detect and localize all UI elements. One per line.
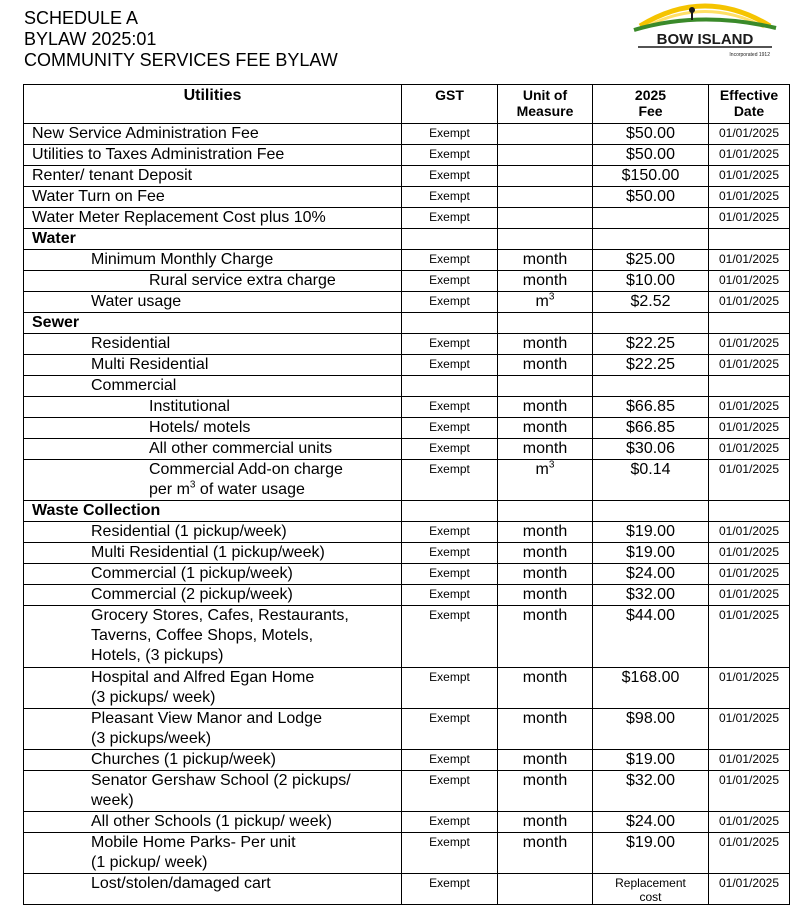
fee-description: Lost/stolen/damaged cart: [24, 874, 402, 905]
fee-cell: $19.00: [593, 522, 709, 543]
table-row: [24, 208, 790, 229]
unit-cell: [498, 501, 593, 522]
effective-date-cell: [709, 313, 790, 334]
section-title: Waste Collection: [24, 501, 402, 522]
unit-cell: month: [498, 585, 593, 606]
unit-cell: [498, 208, 593, 229]
table-row: [24, 187, 790, 208]
effective-date-cell: 01/01/2025: [709, 874, 790, 905]
table-row: [24, 564, 790, 585]
effective-date-cell: 01/01/2025: [709, 292, 790, 313]
table-row: [24, 771, 790, 812]
table-row: [24, 334, 790, 355]
table-row: [24, 397, 790, 418]
fee-description: Water usage: [24, 292, 402, 313]
gst-cell: Exempt: [402, 709, 498, 750]
table-row: [24, 543, 790, 564]
effective-date-cell: 01/01/2025: [709, 543, 790, 564]
fee-cell: [593, 229, 709, 250]
fee-description: Grocery Stores, Cafes, Restaurants, Taverns, Coffee Shops, Motels, Hotels, (3 pickups): [24, 606, 402, 668]
fee-description: Churches (1 pickup/week): [24, 750, 402, 771]
header-utilities: Utilities: [24, 85, 402, 124]
section-row: [24, 313, 790, 334]
fee-description: New Service Administration Fee: [24, 124, 402, 145]
fee-cell: [593, 376, 709, 397]
unit-cell: month: [498, 668, 593, 709]
unit-cell: month: [498, 812, 593, 833]
section-title: Water: [24, 229, 402, 250]
header-unit: Unit of Measure: [498, 85, 593, 124]
effective-date-cell: 01/01/2025: [709, 439, 790, 460]
table-row: [24, 874, 790, 905]
gst-cell: Exempt: [402, 418, 498, 439]
gst-cell: Exempt: [402, 145, 498, 166]
unit-cell: [498, 124, 593, 145]
fee-description: Residential (1 pickup/week): [24, 522, 402, 543]
fee-cell: Replacement cost: [593, 874, 709, 905]
unit-cell: month: [498, 709, 593, 750]
gst-cell: Exempt: [402, 355, 498, 376]
document-header: [24, 8, 338, 71]
fee-cell: $10.00: [593, 271, 709, 292]
table-row: [24, 460, 790, 501]
effective-date-cell: 01/01/2025: [709, 585, 790, 606]
gst-cell: Exempt: [402, 522, 498, 543]
unit-cell: month: [498, 271, 593, 292]
table-row: [24, 709, 790, 750]
fee-description: Pleasant View Manor and Lodge (3 pickups/week): [24, 709, 402, 750]
fee-description: Commercial (2 pickup/week): [24, 585, 402, 606]
unit-cell: [498, 874, 593, 905]
gst-cell: Exempt: [402, 271, 498, 292]
fee-cell: $66.85: [593, 397, 709, 418]
effective-date-cell: 01/01/2025: [709, 564, 790, 585]
table-row: [24, 418, 790, 439]
effective-date-cell: 01/01/2025: [709, 833, 790, 874]
unit-cell: [498, 376, 593, 397]
bylaw-title: COMMUNITY SERVICES FEE BYLAW: [24, 50, 338, 70]
gst-cell: Exempt: [402, 124, 498, 145]
fee-cell: $19.00: [593, 543, 709, 564]
gst-cell: Exempt: [402, 585, 498, 606]
gst-cell: Exempt: [402, 250, 498, 271]
fee-description: Commercial: [24, 376, 402, 397]
effective-date-cell: 01/01/2025: [709, 668, 790, 709]
unit-cell: $m^3$: [498, 460, 593, 501]
effective-date-cell: 01/01/2025: [709, 187, 790, 208]
fee-cell: $32.00: [593, 771, 709, 812]
effective-date-cell: 01/01/2025: [709, 709, 790, 750]
gst-cell: Exempt: [402, 166, 498, 187]
gst-cell: Exempt: [402, 668, 498, 709]
header-fee: 2025 Fee: [593, 85, 709, 124]
gst-cell: Exempt: [402, 292, 498, 313]
section-row: [24, 229, 790, 250]
unit-cell: month: [498, 397, 593, 418]
gst-cell: Exempt: [402, 187, 498, 208]
effective-date-cell: 01/01/2025: [709, 460, 790, 501]
gst-cell: Exempt: [402, 439, 498, 460]
effective-date-cell: 01/01/2025: [709, 418, 790, 439]
table-row: [24, 812, 790, 833]
fee-cell: $25.00: [593, 250, 709, 271]
fee-description: Water Meter Replacement Cost plus 10%: [24, 208, 402, 229]
unit-cell: month: [498, 750, 593, 771]
fee-description: Utilities to Taxes Administration Fee: [24, 145, 402, 166]
gst-cell: [402, 376, 498, 397]
effective-date-cell: 01/01/2025: [709, 397, 790, 418]
effective-date-cell: 01/01/2025: [709, 522, 790, 543]
fee-cell: $50.00: [593, 187, 709, 208]
unit-cell: month: [498, 564, 593, 585]
fee-cell: $19.00: [593, 750, 709, 771]
unit-cell: month: [498, 439, 593, 460]
fee-description: Multi Residential (1 pickup/week): [24, 543, 402, 564]
table-row: [24, 250, 790, 271]
effective-date-cell: [709, 501, 790, 522]
logo-incorporated: Incorporated 1912: [729, 52, 770, 58]
gst-cell: [402, 229, 498, 250]
fee-cell: $98.00: [593, 709, 709, 750]
table-row: [24, 292, 790, 313]
unit-cell: month: [498, 522, 593, 543]
unit-cell: month: [498, 771, 593, 812]
fee-description: Hospital and Alfred Egan Home (3 pickups/ week): [24, 668, 402, 709]
fee-cell: $30.06: [593, 439, 709, 460]
effective-date-cell: 01/01/2025: [709, 750, 790, 771]
unit-cell: month: [498, 355, 593, 376]
fee-cell: [593, 501, 709, 522]
bow-island-logo: [630, 0, 780, 62]
unit-cell: $m^3$: [498, 292, 593, 313]
gst-cell: Exempt: [402, 812, 498, 833]
fee-cell: $22.25: [593, 334, 709, 355]
logo-text: BOW ISLAND: [656, 31, 754, 48]
fee-table: [23, 84, 790, 905]
effective-date-cell: 01/01/2025: [709, 771, 790, 812]
effective-date-cell: 01/01/2025: [709, 334, 790, 355]
fee-cell: $19.00: [593, 833, 709, 874]
table-row: [24, 750, 790, 771]
gst-cell: Exempt: [402, 564, 498, 585]
table-row: [24, 522, 790, 543]
effective-date-cell: 01/01/2025: [709, 606, 790, 668]
schedule-title: SCHEDULE A: [24, 8, 139, 28]
fee-cell: $66.85: [593, 418, 709, 439]
table-row: [24, 376, 790, 397]
table-row: [24, 439, 790, 460]
unit-cell: [498, 145, 593, 166]
table-row: [24, 355, 790, 376]
fee-cell: $2.52: [593, 292, 709, 313]
fee-cell: $24.00: [593, 812, 709, 833]
fee-description: Minimum Monthly Charge: [24, 250, 402, 271]
effective-date-cell: 01/01/2025: [709, 166, 790, 187]
fee-description: Hotels/ motels: [24, 418, 402, 439]
gst-cell: Exempt: [402, 771, 498, 812]
gst-cell: Exempt: [402, 460, 498, 501]
gst-cell: [402, 313, 498, 334]
effective-date-cell: 01/01/2025: [709, 250, 790, 271]
table-row: [24, 606, 790, 668]
fee-cell: $150.00: [593, 166, 709, 187]
header-date: Effective Date: [709, 85, 790, 124]
fee-cell: $50.00: [593, 124, 709, 145]
fee-cell: $50.00: [593, 145, 709, 166]
table-row: [24, 271, 790, 292]
effective-date-cell: 01/01/2025: [709, 208, 790, 229]
fee-description: Commercial (1 pickup/week): [24, 564, 402, 585]
unit-cell: month: [498, 833, 593, 874]
unit-cell: month: [498, 334, 593, 355]
effective-date-cell: 01/01/2025: [709, 355, 790, 376]
unit-cell: [498, 166, 593, 187]
effective-date-cell: [709, 229, 790, 250]
gst-cell: Exempt: [402, 397, 498, 418]
gst-cell: Exempt: [402, 833, 498, 874]
unit-cell: month: [498, 418, 593, 439]
unit-cell: month: [498, 250, 593, 271]
unit-cell: [498, 187, 593, 208]
table-row: [24, 145, 790, 166]
fee-cell: [593, 313, 709, 334]
unit-cell: month: [498, 543, 593, 564]
table-row: [24, 166, 790, 187]
fee-table-body: [24, 124, 790, 905]
fee-description: Senator Gershaw School (2 pickups/ week): [24, 771, 402, 812]
gst-cell: Exempt: [402, 874, 498, 905]
unit-cell: [498, 313, 593, 334]
fee-cell: $22.25: [593, 355, 709, 376]
fee-description: Institutional: [24, 397, 402, 418]
table-header-row: [24, 85, 790, 124]
gst-cell: Exempt: [402, 750, 498, 771]
fee-description: All other Schools (1 pickup/ week): [24, 812, 402, 833]
fee-description: Renter/ tenant Deposit: [24, 166, 402, 187]
fee-cell: $0.14: [593, 460, 709, 501]
gst-cell: Exempt: [402, 543, 498, 564]
effective-date-cell: 01/01/2025: [709, 124, 790, 145]
fee-description: Residential: [24, 334, 402, 355]
table-row: [24, 833, 790, 874]
fee-cell: $44.00: [593, 606, 709, 668]
effective-date-cell: 01/01/2025: [709, 145, 790, 166]
fee-description: Multi Residential: [24, 355, 402, 376]
table-row: [24, 585, 790, 606]
unit-cell: month: [498, 606, 593, 668]
unit-cell: [498, 229, 593, 250]
fee-cell: [593, 208, 709, 229]
fee-description: All other commercial units: [24, 439, 402, 460]
fee-description: Water Turn on Fee: [24, 187, 402, 208]
table-row: [24, 668, 790, 709]
gst-cell: Exempt: [402, 334, 498, 355]
effective-date-cell: 01/01/2025: [709, 812, 790, 833]
header-gst: GST: [402, 85, 498, 124]
bylaw-number: BYLAW 2025:01: [24, 29, 157, 49]
section-title: Sewer: [24, 313, 402, 334]
gst-cell: Exempt: [402, 208, 498, 229]
fee-description: Rural service extra charge: [24, 271, 402, 292]
table-row: [24, 124, 790, 145]
section-row: [24, 501, 790, 522]
fee-description: Commercial Add-on charge per $m^3$ of water usage: [24, 460, 402, 501]
effective-date-cell: [709, 376, 790, 397]
gst-cell: Exempt: [402, 606, 498, 668]
gst-cell: [402, 501, 498, 522]
fee-cell: $24.00: [593, 564, 709, 585]
fee-cell: $32.00: [593, 585, 709, 606]
fee-description: Mobile Home Parks- Per unit (1 pickup/ week): [24, 833, 402, 874]
fee-cell: $168.00: [593, 668, 709, 709]
effective-date-cell: 01/01/2025: [709, 271, 790, 292]
